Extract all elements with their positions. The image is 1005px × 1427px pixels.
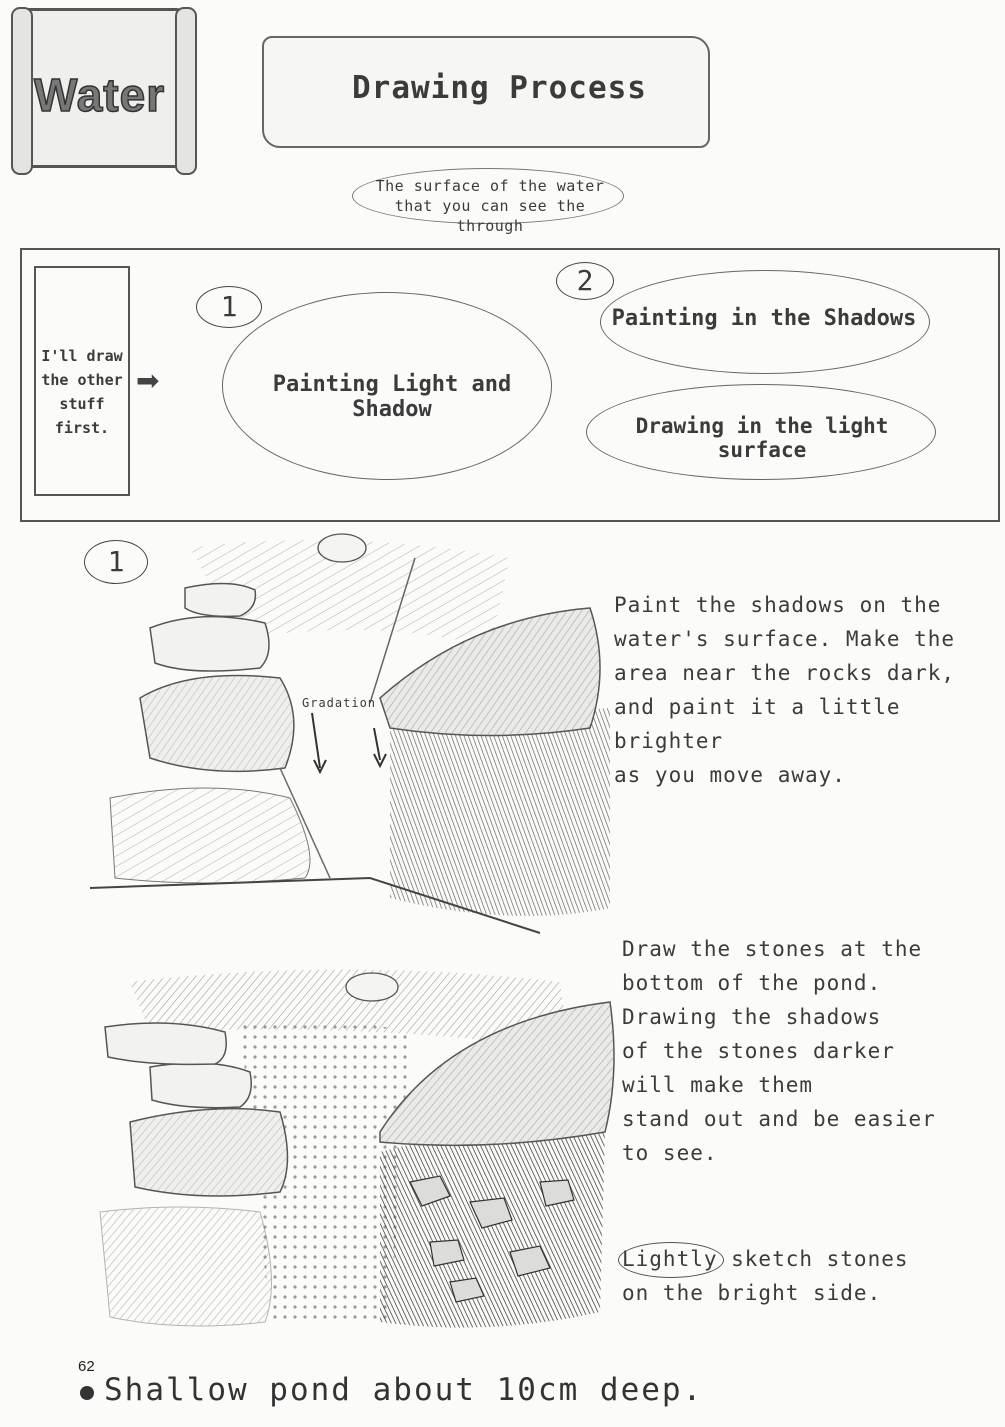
pond-sketch-step2	[90, 962, 620, 1342]
page-number: 62	[78, 1358, 95, 1375]
step2-tip: Lightly sketch stones on the bright side.	[622, 1247, 909, 1305]
topic-title: Water	[34, 69, 166, 121]
gradation-annotation: Gradation	[302, 696, 377, 710]
step1-description: Paint the shadows on the water's surface. Make the area near the rocks dark, and paint it a little brighter as you move away.	[614, 593, 956, 787]
step1-label: Painting Light and Shadow	[272, 372, 512, 422]
pond-sketch-step1	[90, 528, 620, 938]
section1-number-badge: 1	[84, 540, 148, 584]
bullet-icon	[80, 1386, 94, 1400]
step2b-label: Drawing in the light surface	[635, 414, 889, 462]
step1-number-badge: 1	[196, 286, 262, 328]
intro-text: I'll draw the other stuff first.	[41, 347, 123, 437]
step2a-label: Painting in the Shadows	[611, 306, 917, 331]
right-arrow-icon: ➡	[136, 364, 160, 397]
page-title: Drawing Process	[352, 70, 647, 106]
step2-number-badge: 2	[556, 262, 614, 300]
subtitle: The surface of the water that you can see the through	[375, 177, 605, 235]
footer-note: Shallow pond about 10cm deep.	[104, 1372, 704, 1408]
step2-description: Draw the stones at the bottom of the pond. Drawing the shadows of the stones darker will make them stand out and be easier to see.	[622, 937, 936, 1165]
